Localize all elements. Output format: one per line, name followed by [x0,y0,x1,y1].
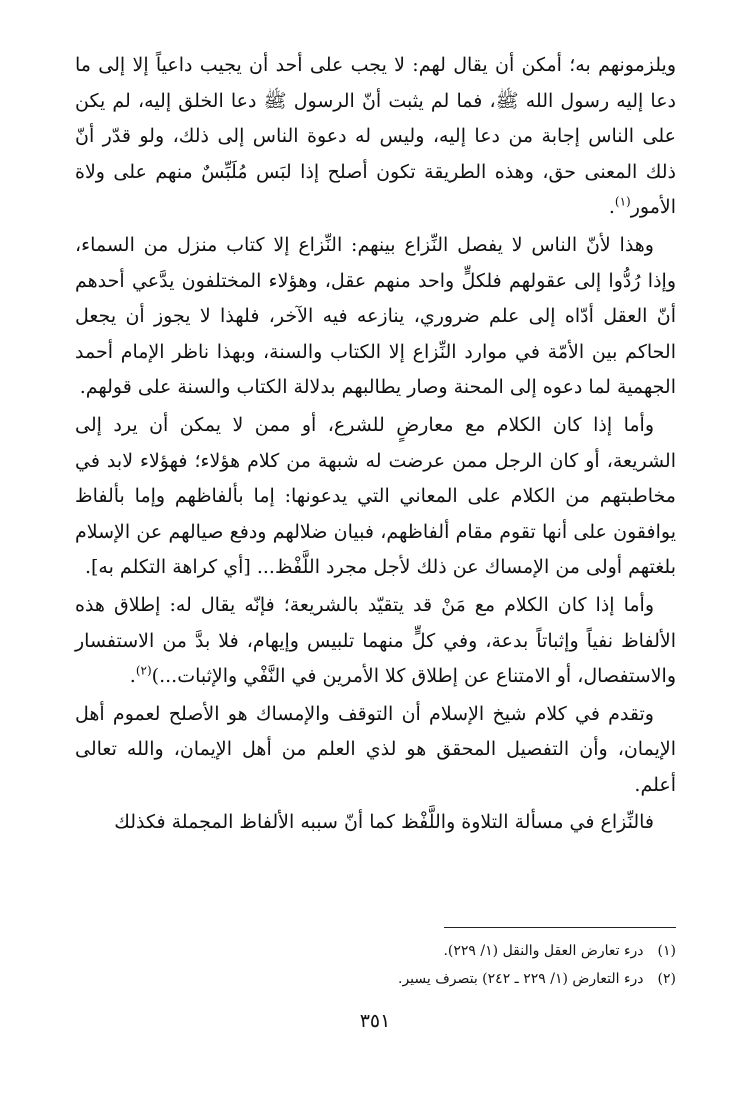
footnote-marker-2: (٢) [135,663,152,678]
paragraph-1-end: . [608,196,615,219]
paragraph-5-text: وتقدم في كلام شيخ الإسلام أن التوقف والإمساك هو الأصلح لعموم أهل الإيمان، وأن التفصيل المحقق هو لذي العلم من أهل الإيمان، والله تعالى أعلم. [75,702,676,796]
footnote-2-text: درء التعارض (١/ ٢٢٩ ـ ٢٤٢) بتصرف يسير. [398,971,644,987]
paragraph-1-text: ويلزمونهم به؛ أمكن أن يقال لهم: لا يجب على أحد أن يجيب داعياً إلا إلى ما دعا إليه رسول الله ﷺ، فما لم يثبت أنّ الرسول ﷺ دعا الخلق إليه، لم يكن على الناس إجابة من دعا إليه، وليس له دعوة الناس إلى ذلك، ولو قدّر أنّ ذلك المعنى حق، وهذه الطريقة تكون أصلح إذا لبَس مُلَبِّسٌ منهم على ولاة الأمور [75,54,676,219]
paragraph-1 [75,48,676,226]
footnote-divider [444,927,676,928]
paragraph-3-text: وأما إذا كان الكلام مع معارضٍ للشرع، أو ممن لا يمكن أن يرد إلى الشريعة، أو كان الرجل ممن عرضت له شبهة من كلام هؤلاء؛ فهؤلاء لابد في مخاطبتهم من الكلام على المعاني التي يدعونها: إما بألفاظهم وإما بألفاظ يوافقون على أنها تقوم مقام ألفاظهم، فبيان ضلالهم ودفع صيالهم عن الإسلام بلغتهم أولى من الإمساك عن ذلك لأجل مجرد اللَّفْظ... [أي كراهة التكلم به]. [75,413,676,579]
footnote-marker-1: (١) [614,195,631,210]
paragraph-4-end: . [129,665,136,688]
footnotes [75,937,676,993]
footnote-2-number: (٢) [657,971,676,987]
footnote-2 [75,965,676,993]
paragraph-4 [75,588,676,695]
paragraph-5 [75,697,676,804]
paragraph-2-text: وهذا لأنّ الناس لا يفصل النِّزاع بينهم: النِّزاع إلا كتاب منزل من السماء، وإذا رُدُّوا إلى عقولهم فلكلٍّ واحد منهم عقل، وهؤلاء المختلفون يدَّعي أحدهم أنّ العقل أدّاه إلى علم ضروري، ينازعه فيه الآخر، فلهذا لا يجوز أن يجعل الحاكم بين الأمّة في موارد النِّزاع إلا الكتاب والسنة، وبهذا ناظر الإمام أحمد الجهمية لما دعوه إلى المحنة وصار يطالبهم بدلالة الكتاب والسنة على قولهم. [75,233,676,399]
body-text [75,48,676,841]
footnote-1-text: درء تعارض العقل والنقل (١/ ٢٢٩). [443,943,644,959]
page-number: ٣٥١ [359,1010,391,1032]
paragraph-4-text: وأما إذا كان الكلام مع مَنْ قد يتقيّد بالشريعة؛ فإنّه يقال له: إطلاق هذه الألفاظ نفياً وإثباتاً بدعة، وفي كلٍّ منهما تلبيس وإيهام، فلا بدَّ من الاستفسار والاستفصال، أو الامتناع عن إطلاق كلا الأمرين في النَّفْي والإثبات...) [75,593,676,688]
paragraph-2 [75,228,676,406]
footnote-1 [75,937,676,965]
footnote-1-number: (١) [657,943,676,959]
paragraph-3 [75,408,676,586]
paragraph-6 [75,805,676,841]
paragraph-6-text: فالنِّزاع في مسألة التلاوة واللَّفْظ كما أنّ سببه الألفاظ المجملة فكذلك [114,811,654,834]
